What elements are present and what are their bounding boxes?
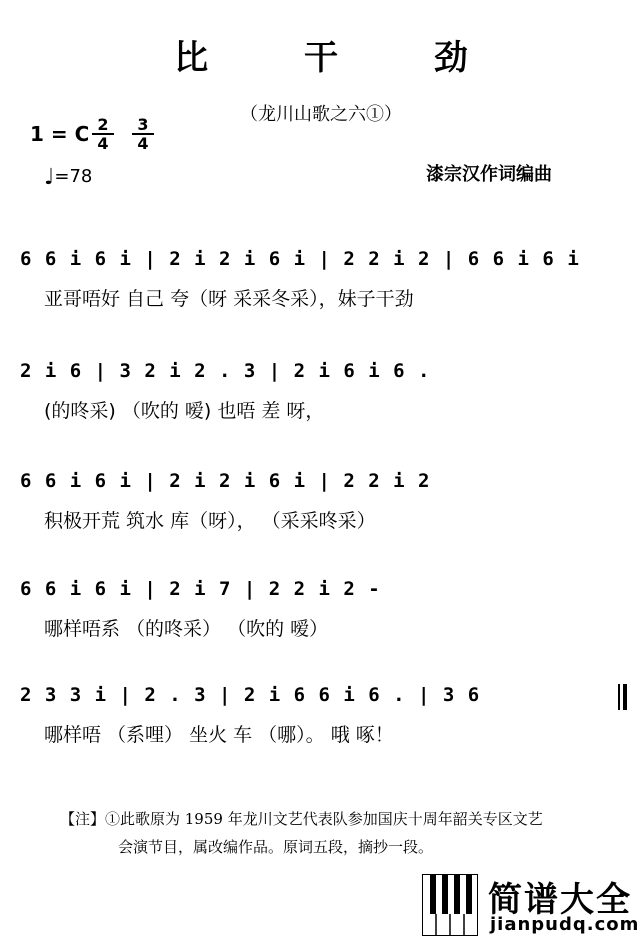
final-barline bbox=[618, 684, 620, 710]
music-line-5 bbox=[20, 684, 625, 744]
title-char-1: 比 bbox=[174, 38, 209, 78]
piano-keys-icon bbox=[422, 874, 478, 936]
lyrics-line-2: (的咚采) （吹的 嗳) 也唔 差 呀， bbox=[44, 400, 325, 422]
time-sig-1-numerator: 2 bbox=[92, 116, 114, 135]
time-sig-2-denominator: 4 bbox=[137, 134, 149, 153]
music-line-4 bbox=[20, 578, 625, 638]
lyrics-line-3: 积极开荒 筑水 库（呀）， （采采咚采） bbox=[44, 510, 376, 532]
tempo-marking bbox=[44, 163, 92, 188]
lyrics-line-4: 哪样唔系 （的咚采） （吹的 嗳） bbox=[44, 618, 329, 640]
title-char-2: 干 bbox=[304, 38, 338, 78]
composer-credit: 漆宗汉作词编曲 bbox=[426, 164, 552, 185]
footnote-line-1: 【注】①此歌原为 1959 年龙川文艺代表队参加国庆十周年韶关专区文艺 bbox=[60, 810, 543, 828]
brand-url: jianpudq.com bbox=[490, 914, 640, 935]
key-signature: 1 = C bbox=[30, 122, 90, 146]
footnote-line-2: 会演节目，属改编作品。原词五段，摘抄一段。 bbox=[118, 838, 434, 856]
notation-line-5: 2 3 3 i | 2 . 3 | 2 i 6 6 i 6 . | 3 6 bbox=[20, 684, 481, 706]
notation-line-3: 6 6 i 6 i | 2 i 2 i 6 i | 2 2 i 2 bbox=[20, 470, 431, 492]
music-line-1 bbox=[20, 248, 625, 308]
time-signature-2-4 bbox=[92, 116, 114, 152]
notation-line-1: 6 6 i 6 i | 2 i 2 i 6 i | 2 2 i 2 | 6 6 i 6 i bbox=[20, 248, 580, 270]
final-barline-thick bbox=[623, 684, 627, 710]
time-signature-3-4 bbox=[132, 116, 154, 152]
music-line-3 bbox=[20, 470, 625, 530]
page-title bbox=[0, 30, 642, 79]
notation-line-4: 6 6 i 6 i | 2 i 7 | 2 2 i 2 - bbox=[20, 578, 381, 600]
lyrics-line-5: 哪样唔 （系哩） 坐火 车 （哪）。 哦 啄！ bbox=[44, 724, 394, 746]
quarter-note-icon: ♩ bbox=[44, 165, 55, 190]
site-logo bbox=[410, 870, 640, 940]
time-sig-2-numerator: 3 bbox=[132, 116, 154, 135]
lyrics-line-1: 亚哥唔好 自己 夸（呀 采采冬采），妹子干劲 bbox=[44, 288, 414, 310]
brand-name: 简谱大全 bbox=[488, 880, 632, 920]
tempo-value: =78 bbox=[54, 166, 93, 187]
notation-line-2: 2 i 6 | 3 2 i 2 . 3 | 2 i 6 i 6 . bbox=[20, 360, 431, 382]
title-char-3: 劲 bbox=[433, 38, 468, 78]
footnote bbox=[60, 805, 620, 861]
music-line-2 bbox=[20, 360, 625, 420]
subtitle: （龙川山歌之六①） bbox=[240, 104, 402, 125]
time-sig-1-denominator: 4 bbox=[97, 134, 109, 153]
